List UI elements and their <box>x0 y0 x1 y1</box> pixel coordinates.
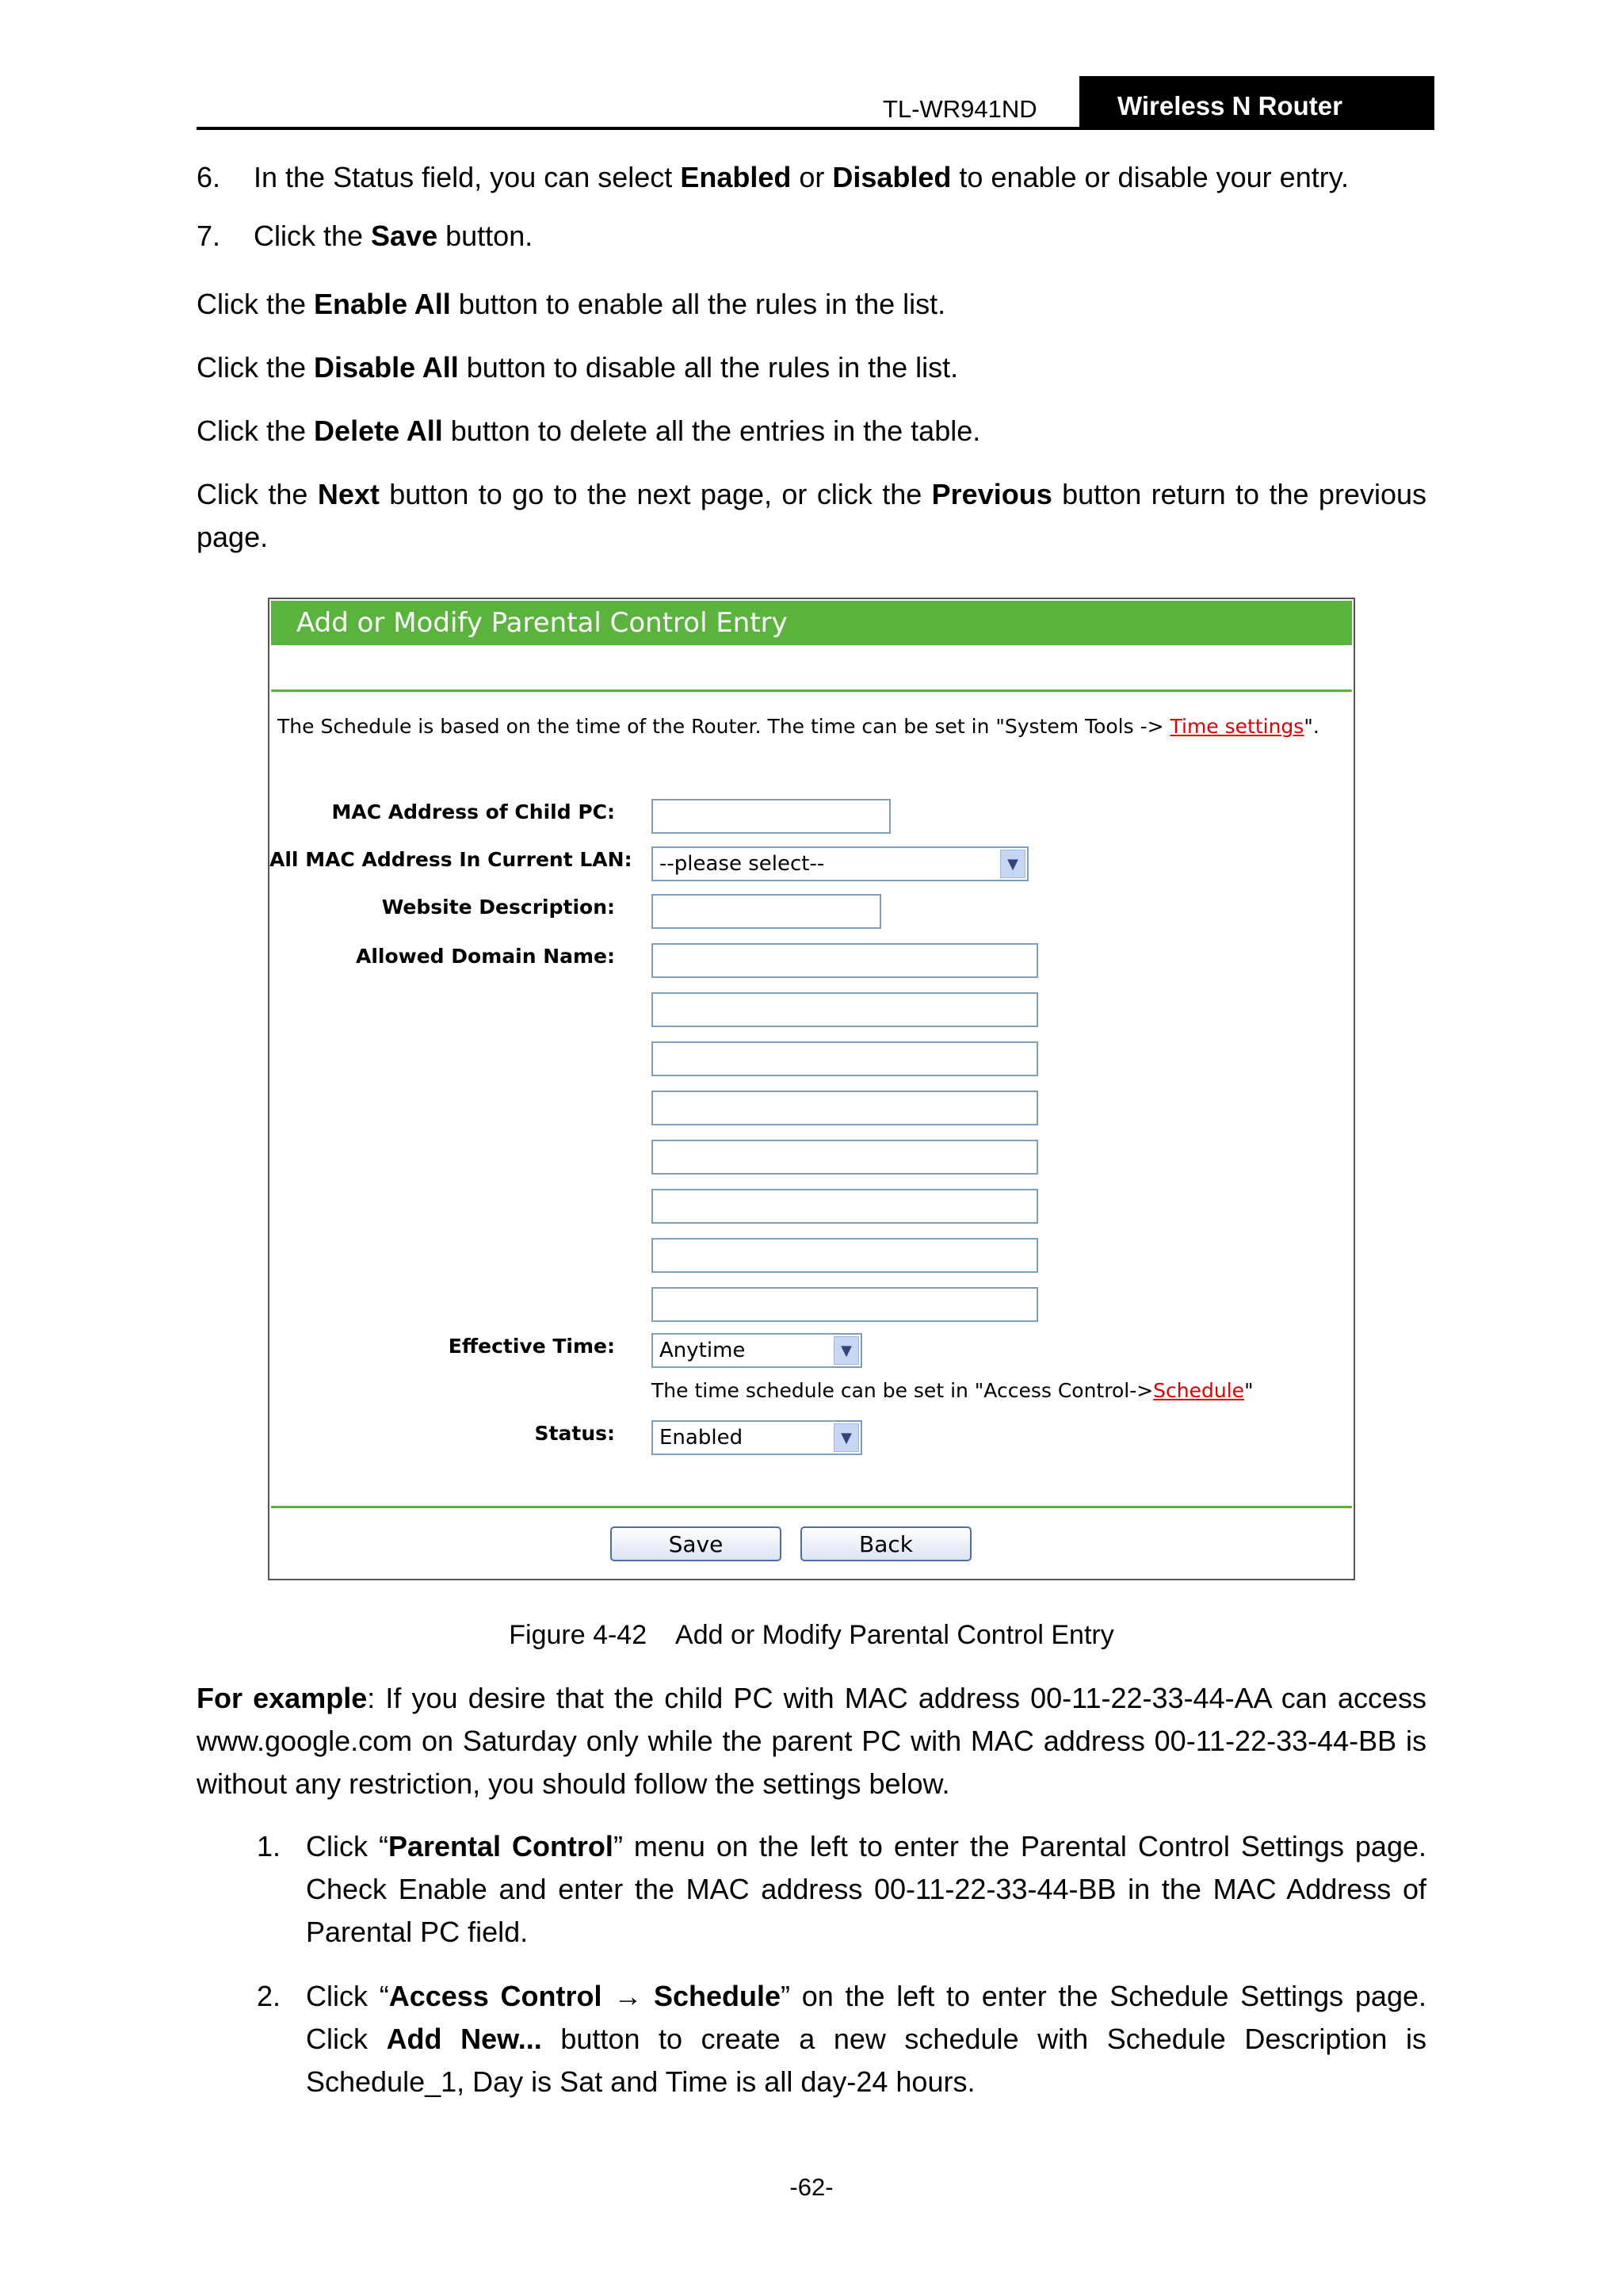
mac-child-label: MAC Address of Child PC: <box>331 800 615 823</box>
step-number: 6. <box>197 161 221 193</box>
step-number: 2. <box>257 1980 281 2012</box>
schedule-hint: The time schedule can be set in "Access Control->Schedule" <box>651 1379 1254 1402</box>
parental-control-form-screenshot <box>268 598 1355 1580</box>
chevron-down-icon: ▼ <box>1000 850 1025 878</box>
allowed-domain-input[interactable] <box>651 1287 1038 1322</box>
paragraph: Click the Enable All button to enable all the rules in the list. <box>197 288 946 320</box>
step-text: In the Status field, you can select Enabled or Disabled to enable or disable your entry. <box>254 161 1350 193</box>
save-button[interactable]: Save <box>610 1526 781 1561</box>
website-description-label: Website Description: <box>381 896 615 919</box>
all-mac-select-value: --please select-- <box>659 852 825 876</box>
allowed-domain-label: Allowed Domain Name: <box>355 945 615 968</box>
allowed-domain-input[interactable] <box>651 1041 1038 1076</box>
status-select[interactable] <box>651 1420 862 1455</box>
status-label: Status: <box>534 1422 615 1445</box>
chevron-down-icon: ▼ <box>834 1423 859 1452</box>
schedule-note: The Schedule is based on the time of the Router. The time can be set in "System Tools -> Time settings". <box>277 715 1319 738</box>
paragraph: Click the Next button to go to the next page, or click the Previous button return to the previous page. <box>197 478 1426 553</box>
effective-time-value: Anytime <box>659 1339 746 1362</box>
step-number: 1. <box>257 1830 281 1862</box>
status-value: Enabled <box>659 1426 743 1450</box>
page-number: -62- <box>789 2173 834 2201</box>
example-paragraph: For example: If you desire that the child PC with MAC address 00-11-22-33-44-AA can access www.google.com on Saturday only while the parent PC with MAC address 00-11-22-33-44-BB is without any restriction, you should follow the settings below. <box>197 1682 1426 1800</box>
paragraph: Click the Delete All button to delete all the entries in the table. <box>197 415 981 447</box>
all-mac-label: All MAC Address In Current LAN: <box>269 848 632 871</box>
header-rule <box>197 127 1081 130</box>
form-divider <box>271 1506 1352 1508</box>
chevron-down-icon: ▼ <box>834 1336 859 1365</box>
allowed-domain-input[interactable] <box>651 1091 1038 1125</box>
form-divider <box>271 690 1352 692</box>
step-text: Click the Save button. <box>254 220 533 252</box>
header-model: TL-WR941ND <box>883 95 1037 123</box>
header-product: Wireless N Router <box>1079 76 1434 130</box>
paragraph: Click the Disable All button to disable all the rules in the list. <box>197 351 959 384</box>
allowed-domain-input[interactable] <box>651 992 1038 1027</box>
effective-time-label: Effective Time: <box>448 1335 615 1358</box>
time-settings-link[interactable]: Time settings <box>1170 715 1304 738</box>
allowed-domain-input[interactable] <box>651 943 1038 978</box>
step-text: Click “Access Control → Schedule” on the left to enter the Schedule Settings page. Click Add New... button to create a new schedule with Schedule Description is Schedule_1, Day is Sat and Time is all day-24 hours. <box>306 1980 1427 2098</box>
figure-caption: Figure 4-42 Add or Modify Parental Control Entry <box>509 1620 1114 1650</box>
all-mac-select[interactable] <box>651 846 1029 881</box>
effective-time-select[interactable] <box>651 1333 862 1368</box>
form-title: Add or Modify Parental Control Entry <box>271 601 1352 645</box>
mac-child-input[interactable] <box>651 799 891 834</box>
allowed-domain-input[interactable] <box>651 1238 1038 1273</box>
website-description-input[interactable] <box>651 894 881 929</box>
back-button[interactable]: Back <box>800 1526 972 1561</box>
schedule-link[interactable]: Schedule <box>1153 1379 1245 1402</box>
step-number: 7. <box>197 220 221 252</box>
allowed-domain-input[interactable] <box>651 1140 1038 1175</box>
allowed-domain-input[interactable] <box>651 1189 1038 1224</box>
step-text: Click “Parental Control” menu on the left to enter the Parental Control Settings page. Check Enable and enter the MAC address 00-11-22-33-44-BB in the MAC Address of Parental PC field. <box>306 1830 1426 1948</box>
